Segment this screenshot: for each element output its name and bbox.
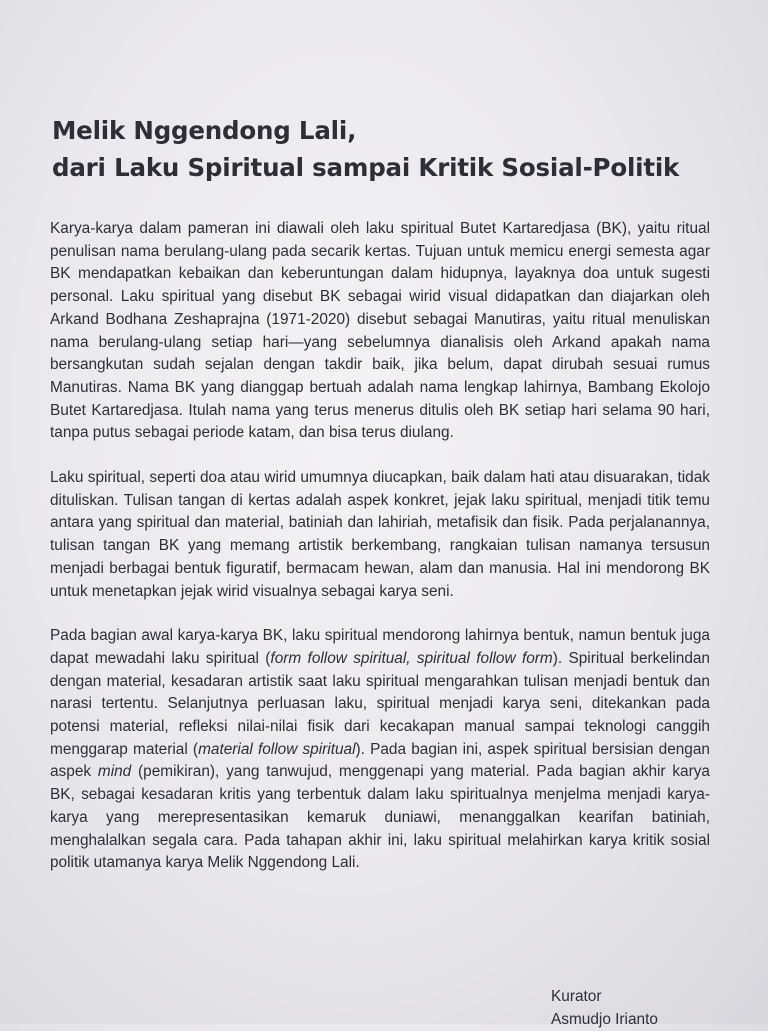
title-line-1: Melik Nggendong Lali, — [52, 116, 357, 145]
paragraph-2: Laku spiritual, seperti doa atau wirid umumnya diucapkan, baik dalam hati atau disuarakan, tidak dituliskan. Tulisan tangan di kertas adalah aspek konkret, jejak laku spiritual, menjadi titik temu antara yang spiritual dan material, batiniah dan lahiriah, metafisik dan fisik. Pada perjalanannya, tulisan tangan BK yang memang artistik berkembang, rangkaian tulisan namanya tersusun menjadi berbagai bentuk figuratif, bermacam hewan, alam dan manusia. Hal ini mendorong BK untuk menetapkan jejak wirid visualnya sebagai karya seni. — [50, 469, 710, 600]
title-line-2: dari Laku Spiritual sampai Kritik Sosial-Politik — [52, 153, 680, 182]
curator-signature — [551, 986, 658, 1031]
curator-name: Asmudjo Irianto — [551, 1010, 658, 1028]
paragraph-3-part-b: ). Spiritual berkelindan dengan material, kesadaran artistik saat laku spiritual mengarahkan tulisan menjadi bentuk dan narasi tertentu. Selanjutnya perluasan laku, spiritual menjadi karya seni, ditekankan pada potensi material, refleksi nilai-nilai fisik dari kecakapan manual sampai teknologi canggih menggarap material ( — [50, 649, 710, 758]
paragraph-3-part-a: Pada bagian awal karya-karya BK, laku spiritual mendorong lahirnya bentuk, namun bentuk juga dapat mewadahi laku spiritual ( — [50, 627, 710, 667]
paragraph-3-italic-3: mind — [97, 763, 132, 781]
paragraph-3-italic-1: form follow spiritual, spiritual follow form — [270, 649, 553, 667]
paragraph-3 — [50, 625, 710, 875]
page-title — [52, 112, 742, 186]
paragraph-3-part-c: ). Pada bagian ini, aspek spiritual bersisian dengan aspek — [50, 740, 710, 781]
paragraph-1: Karya-karya dalam pameran ini diawali oleh laku spiritual Butet Kartaredjasa (BK), yaitu ritual penulisan nama berulang-ulang pada secarik kertas. Tujuan untuk memicu energi semesta agar BK mendapatkan kebaikan dan keberuntungan dalam hidupnya, layaknya doa untuk sugesti personal. Laku spiritual yang disebut BK sebagai wirid visual didapatkan dan diajarkan oleh Arkand Bodhana Zeshaprajna (1971-2020) disebut sebagai Manutiras, yaitu ritual menuliskan nama berulang-ulang setiap hari—yang sebelumnya dianalisis oleh Arkand apakah nama bersangkutan sudah sejalan dengan takdir baik, jika belum, dapat dirubah sesuai rumus Manutiras. Nama BK yang dianggap bertuah adalah nama lengkap lahirnya, Bambang Ekolojo Butet Kartaredjasa. Itulah nama yang terus menerus ditulis oleh BK setiap hari selama 90 hari, tanpa putus sebagai periode katam, dan bisa terus diulang. — [50, 220, 710, 442]
paragraph-3-italic-2: material follow spiritual — [198, 740, 356, 758]
curator-role: Kurator — [551, 988, 602, 1005]
curatorial-text — [50, 218, 710, 897]
paragraph-3-part-d: (pemikiran), yang tanwujud, menggenapi yang material. Pada bagian akhir karya BK, sebagai kesadaran kritis yang terbentuk dalam laku spiritualnya menjelma menjadi karya-karya yang merepresentasikan kemaruk duniawi, menanggalkan kearifan batiniah, menghalalkan segala cara. Pada tahapan akhir ini, laku spiritual melahirkan karya kritik sosial politik utamanya karya Melik Nggendong Lali. — [50, 763, 710, 872]
